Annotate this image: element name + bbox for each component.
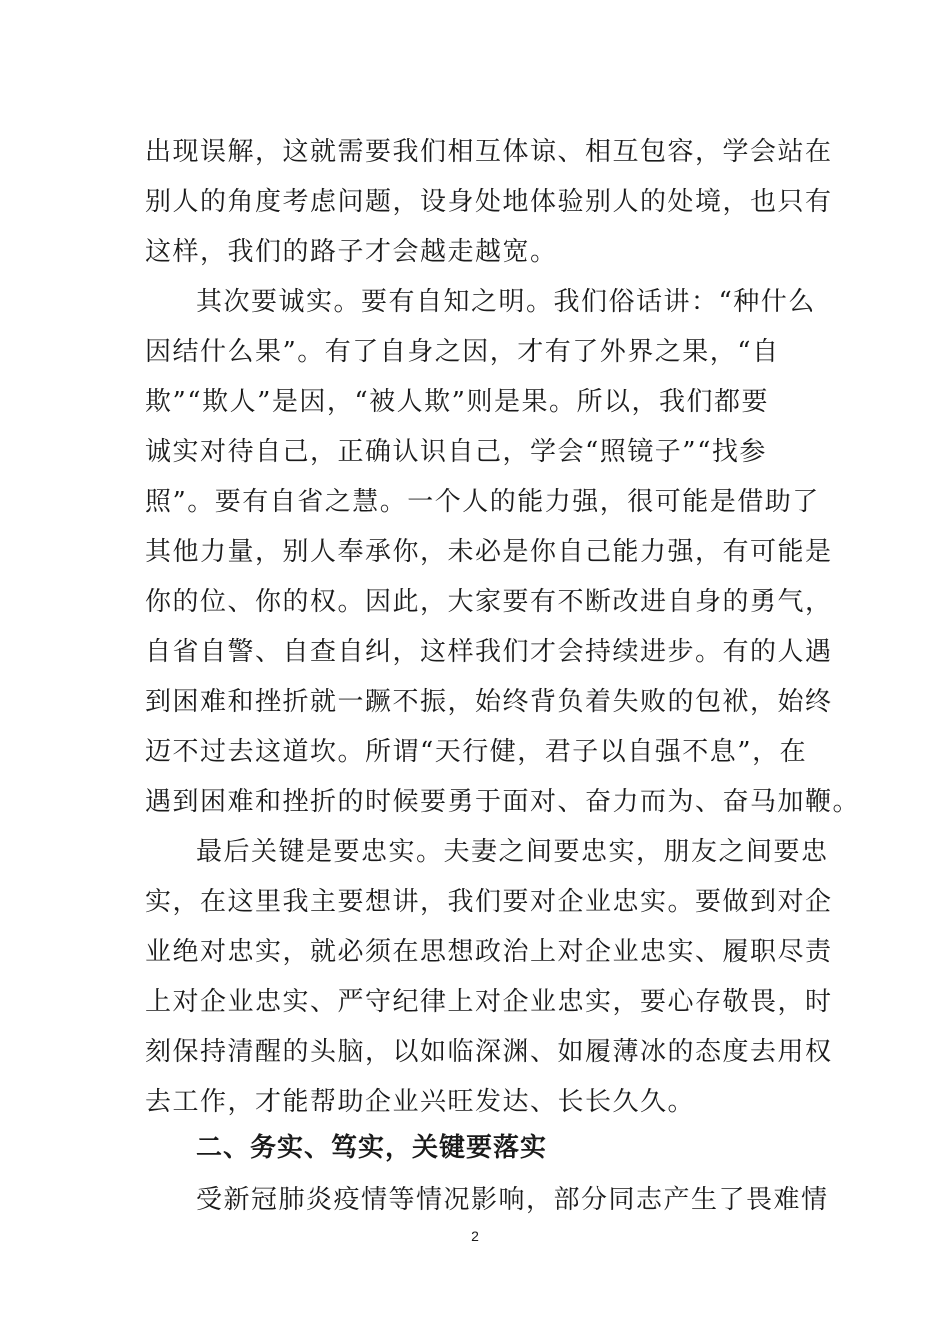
text-line: 业绝对忠实，就必须在思想政治上对企业忠实、履职尽责 — [145, 937, 833, 967]
text-line: 诚实对待自己，正确认识自己，学会“照镜子”“找参 — [145, 437, 767, 467]
text-line: 自省自警、自查自纠，这样我们才会持续进步。有的人遇 — [145, 637, 833, 667]
text-line: 上对企业忠实、严守纪律上对企业忠实，要心存敬畏，时 — [145, 987, 833, 1017]
text-line: 迈不过去这道坎。所谓“天行健，君子以自强不息”，在 — [145, 737, 808, 767]
text-line: 你的位、你的权。因此，大家要有不断改进自身的勇气， — [145, 587, 833, 617]
text-line: 到困难和挫折就一蹶不振，始终背负着失败的包袱，始终 — [145, 687, 833, 717]
text-line: 照”。要有自省之慧。一个人的能力强，很可能是借助了 — [145, 487, 820, 517]
text-line: 遇到困难和挫折的时候要勇于面对、奋力而为、奋马加鞭。 — [145, 787, 861, 817]
text-line: 别人的角度考虑问题，设身处地体验别人的处境，也只有 — [145, 187, 833, 217]
text-line: 这样，我们的路子才会越走越宽。 — [145, 237, 558, 267]
text-line: 其他力量，别人奉承你，未必是你自己能力强，有可能是 — [145, 537, 833, 567]
text-line: 因结什么果”。有了自身之因，才有了外界之果，“自 — [145, 337, 780, 367]
paragraph-start-line: 其次要诚实。要有自知之明。我们俗话讲：“种什么 — [196, 287, 816, 317]
text-line: 出现误解，这就需要我们相互体谅、相互包容，学会站在 — [145, 137, 833, 167]
paragraph-start-line: 最后关键是要忠实。夫妻之间要忠实，朋友之间要忠 — [196, 837, 829, 867]
page-number: 2 — [471, 1228, 479, 1244]
text-line: 实，在这里我主要想讲，我们要对企业忠实。要做到对企 — [145, 887, 833, 917]
text-line: 刻保持清醒的头脑，以如临深渊、如履薄冰的态度去用权 — [145, 1037, 833, 1067]
paragraph-start-line: 受新冠肺炎疫情等情况影响，部分同志产生了畏难情 — [196, 1185, 829, 1215]
section-heading: 二、务实、笃实，关键要落实 — [196, 1133, 548, 1163]
text-line: 欺”“欺人”是因，“被人欺”则是果。所以，我们都要 — [145, 387, 769, 417]
text-line: 去工作，才能帮助企业兴旺发达、长长久久。 — [145, 1087, 696, 1117]
